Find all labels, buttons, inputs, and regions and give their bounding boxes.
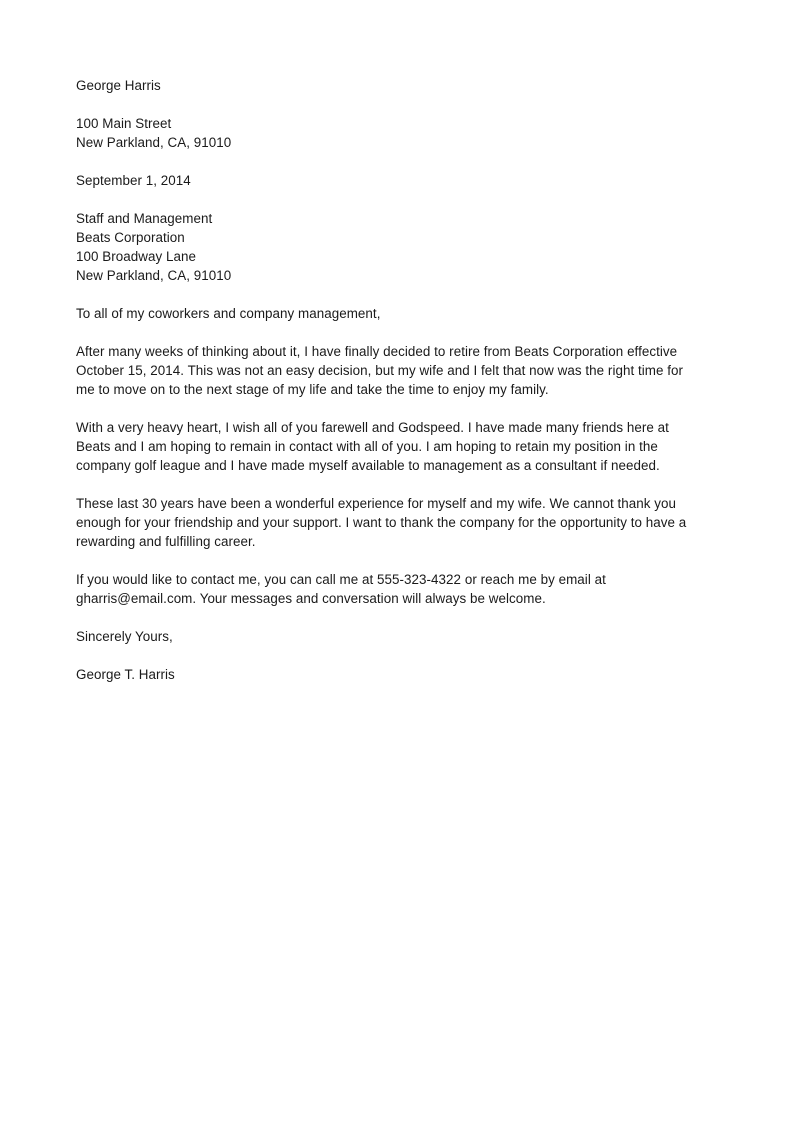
paragraph-line: If you would like to contact me, you can call me at 555-323-4322 or reach me by email at	[76, 572, 606, 587]
paragraph-line: rewarding and fulfilling career.	[76, 534, 256, 549]
sender-name: George Harris	[76, 78, 161, 93]
paragraph-line: Beats and I am hoping to remain in contact with all of you. I am hoping to retain my position in the	[76, 439, 658, 454]
body-paragraph-3	[76, 494, 716, 551]
paragraph-line: These last 30 years have been a wonderful experience for myself and my wife. We cannot thank you	[76, 496, 677, 511]
recipient-line-2: Beats Corporation	[76, 230, 185, 245]
paragraph-line: October 15, 2014. This was not an easy decision, but my wife and I felt that now was the right time for	[76, 363, 684, 378]
paragraph-line: With a very heavy heart, I wish all of you farewell and Godspeed. I have made many friends here at	[76, 420, 669, 435]
paragraph-line: enough for your friendship and your support. I want to thank the company for the opportunity to have a	[76, 515, 687, 530]
recipient-line-3: 100 Broadway Lane	[76, 249, 196, 264]
salutation-block	[76, 304, 716, 323]
recipient-line-1: Staff and Management	[76, 211, 213, 226]
closing-block	[76, 627, 716, 646]
closing: Sincerely Yours,	[76, 629, 173, 644]
sender-name-block	[76, 76, 716, 95]
paragraph-line: me to move on to the next stage of my life and take the time to enjoy my family.	[76, 382, 549, 397]
body-paragraph-1	[76, 342, 716, 399]
sender-street: 100 Main Street	[76, 116, 172, 131]
signature-block	[76, 665, 716, 684]
paragraph-line: company golf league and I have made myself available to management as a consultant if needed.	[76, 458, 660, 473]
sender-city: New Parkland, CA, 91010	[76, 135, 232, 150]
paragraph-line: gharris@email.com. Your messages and conversation will always be welcome.	[76, 591, 546, 606]
body-paragraph-2	[76, 418, 716, 475]
paragraph-line: After many weeks of thinking about it, I have finally decided to retire from Beats Corporation effective	[76, 344, 678, 359]
body-paragraph-4	[76, 570, 716, 608]
letter-date: September 1, 2014	[76, 173, 191, 188]
signature-name: George T. Harris	[76, 667, 175, 682]
recipient-address	[76, 209, 716, 285]
letter-body	[76, 76, 716, 703]
recipient-line-4: New Parkland, CA, 91010	[76, 268, 232, 283]
letter-date-block	[76, 171, 716, 190]
sender-address	[76, 114, 716, 152]
salutation: To all of my coworkers and company management,	[76, 306, 381, 321]
